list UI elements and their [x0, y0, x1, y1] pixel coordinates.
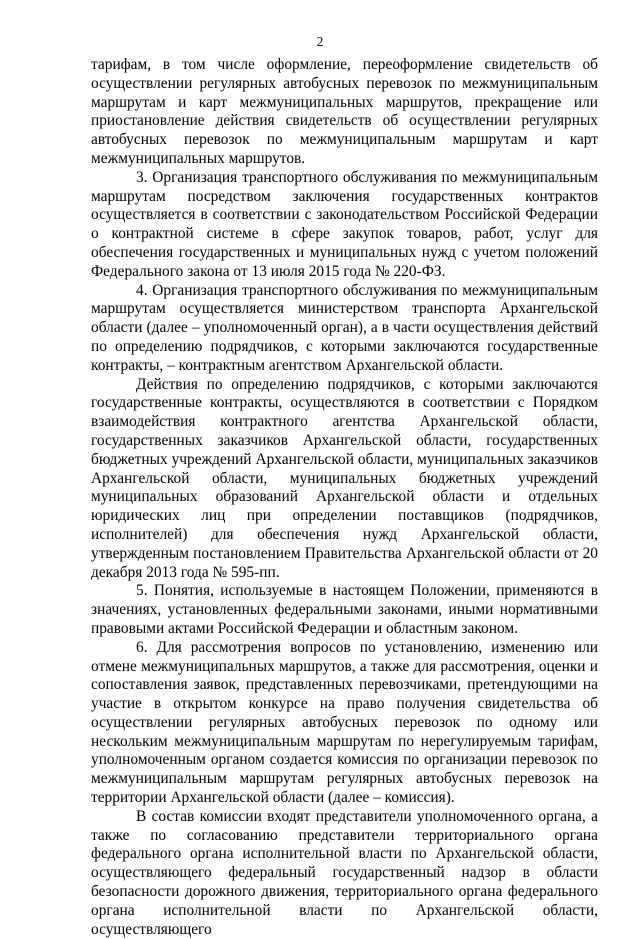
paragraph-continuation: тарифам, в том числе оформление, переоформление свидетельств об осуществлении регулярных автобусных перевозок по межмуниципальным маршрутам и карт межмуниципальных маршрутов, прекращение или приостановление действия свидетельств об осуществлении регулярных автобусных перевозок по межмуниципальным маршрутам и карт межмуниципальных маршрутов. [91, 56, 598, 167]
paragraph-item-4-procedure: Действия по определению подрядчиков, с которыми заключаются государственные контракты, осуществляются в соответствии с Порядком взаимодействия контрактного агентства Архангельской области, государственных заказчиков Архангельской области, государственных бюджетных учреждений Архангельской области, муниципальных заказчиков Архангельской области, муниципальных бюджетных учреждений муниципальных образований Архангельской области и отдельных юридических лиц при определении поставщиков (подрядчиков, исполнителей) для обеспечения нужд Архангельской области, утвержденным постановлением Правительства Архангельской области от 20 декабря 2013 года № 595-пп. [91, 375, 598, 581]
paragraph-commission-composition: В состав комиссии входят представители уполномоченного органа, а также по согласованию представители территориального органа федерального органа исполнительной власти по Архангельской области, осуществляющего федеральный государственный надзор в области безопасности дорожного движения, территориального органа федерального органа исполнительной власти по Архангельской области, осуществляющего [91, 807, 598, 938]
paragraph-item-6: 6. Для рассмотрения вопросов по установлению, изменению или отмене межмуниципальных маршрутов, а также для рассмотрения, оценки и сопоставления заявок, представленных перевозчиками, претендующими на участие в открытом конкурсе на право получения свидетельства об осуществлении регулярных автобусных перевозок по одному или нескольким межмуниципальным маршрутам по нерегулируемым тарифам, уполномоченным органом создается комиссия по организации перевозок по межмуниципальным маршрутам регулярных автобусных перевозок на территории Архангельской области (далее – комиссия). [91, 638, 598, 807]
paragraph-item-5: 5. Понятия, используемые в настоящем Положении, применяются в значениях, установленных федеральными законами, иными нормативными правовыми актами Российской Федерации и областным законом. [91, 582, 598, 637]
page-number: 2 [316, 34, 324, 49]
document-body [91, 56, 598, 939]
paragraph-item-4: 4. Организация транспортного обслуживания по межмуниципальным маршрутам осуществляется министерством транспорта Архангельской области (далее – уполномоченный орган), а в части осуществления действий по определению подрядчиков, с которыми заключаются государственные контракты, – контрактным агентством Архангельской области. [91, 281, 598, 374]
paragraph-item-3: 3. Организация транспортного обслуживания по межмуниципальным маршрутам посредством заключения государственных контрактов осуществляется в соответствии с законодательством Российской Федерации о контрактной системе в сфере закупок товаров, работ, услуг для обеспечения государственных и муниципальных нужд с учетом положений Федерального закона от 13 июля 2015 года № 220-ФЗ. [91, 168, 598, 280]
